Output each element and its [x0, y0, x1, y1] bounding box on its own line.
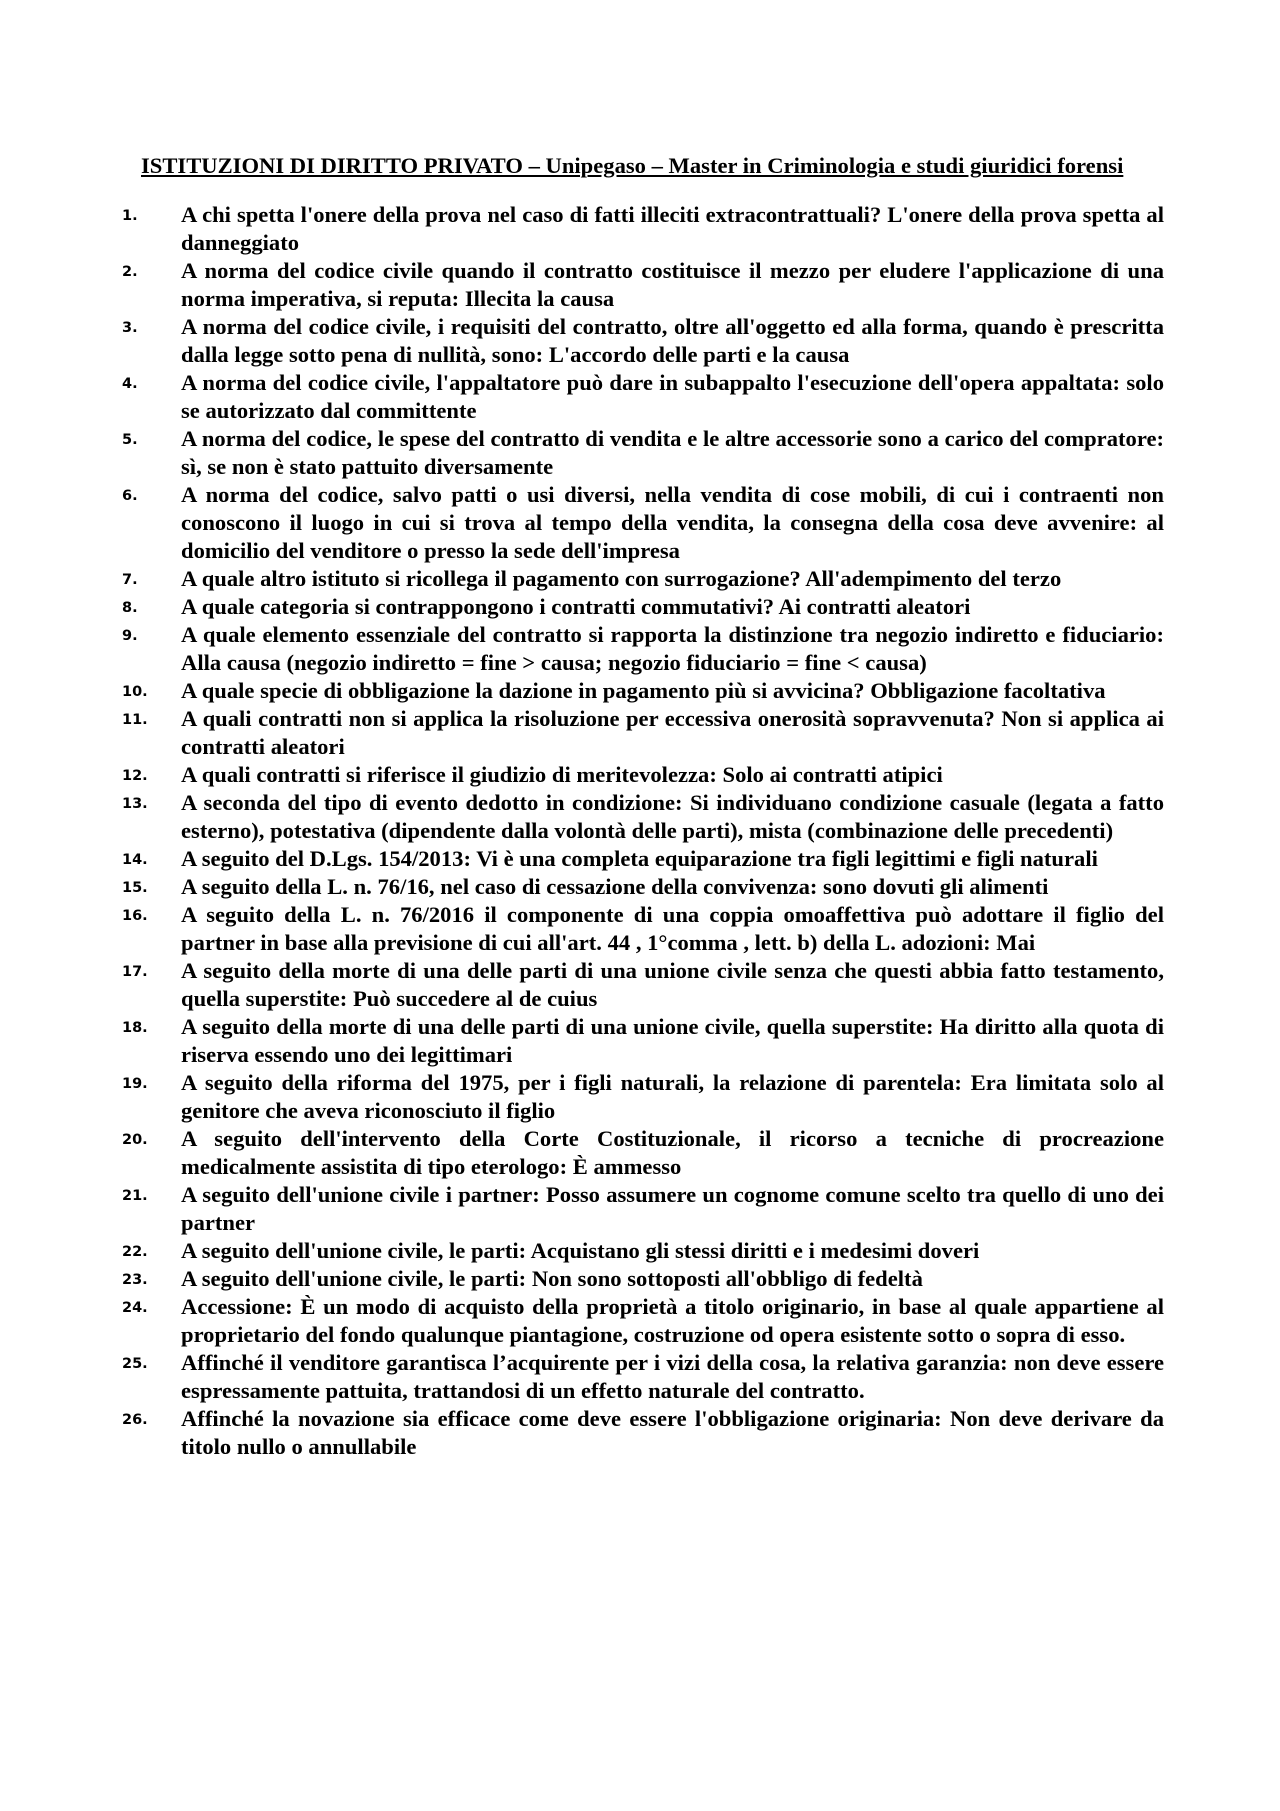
item-number: 3.	[122, 320, 138, 336]
item-number: 21.	[122, 1188, 148, 1204]
document-title: ISTITUZIONI DI DIRITTO PRIVATO – Unipegaso – Master in Criminologia e studi giuridici forensi	[141, 153, 1124, 178]
item-number: 16.	[122, 908, 148, 924]
item-number: 12.	[122, 768, 148, 784]
list-item	[122, 901, 1164, 957]
list-item	[122, 257, 1164, 313]
item-text: Affinché la novazione sia efficace come deve essere l'obbligazione originaria: Non deve derivare da titolo nullo o annullabile	[181, 1406, 1164, 1459]
item-number: 17.	[122, 964, 148, 980]
list-item	[122, 1237, 1164, 1265]
item-number: 26.	[122, 1412, 148, 1428]
item-text: A quale altro istituto si ricollega il pagamento con surrogazione? All'adempimento del terzo	[181, 566, 1062, 591]
list-item	[122, 565, 1164, 593]
item-text: Accessione: È un modo di acquisto della proprietà a titolo originario, in base al quale appartiene al proprietario del fondo qualunque piantagione, costruzione od opera esistente sotto o sopra di esso.	[181, 1294, 1164, 1347]
list-item	[122, 593, 1164, 621]
item-text: A norma del codice civile quando il contratto costituisce il mezzo per eludere l'applicazione di una norma imperativa, si reputa: Illecita la causa	[181, 258, 1164, 311]
item-text: A quale elemento essenziale del contratto si rapporta la distinzione tra negozio indiretto e fiduciario: Alla causa (negozio indiretto = fine > causa; negozio fiduciario = fine < causa)	[181, 622, 1164, 675]
item-number: 6.	[122, 488, 138, 504]
list-item	[122, 789, 1164, 845]
item-number: 8.	[122, 600, 138, 616]
item-number: 23.	[122, 1272, 148, 1288]
item-text: A quale specie di obbligazione la dazione in pagamento più si avvicina? Obbligazione facoltativa	[181, 678, 1106, 703]
item-text: A seguito della L. n. 76/2016 il componente di una coppia omoaffettiva può adottare il figlio del partner in base alla previsione di cui all'art. 44 , 1°comma , lett. b) della L. adozioni: Mai	[181, 902, 1164, 955]
item-number: 9.	[122, 628, 138, 644]
question-list	[122, 201, 1164, 1461]
item-number: 11.	[122, 712, 148, 728]
item-text: A seguito dell'unione civile, le parti: Acquistano gli stessi diritti e i medesimi doveri	[181, 1238, 980, 1263]
list-item	[122, 1349, 1164, 1405]
list-item	[122, 873, 1164, 901]
item-text: A seguito dell'unione civile, le parti: Non sono sottoposti all'obbligo di fedeltà	[181, 1266, 923, 1291]
item-text: A quali contratti si riferisce il giudizio di meritevolezza: Solo ai contratti atipici	[181, 762, 943, 787]
item-text: A quale categoria si contrappongono i contratti commutativi? Ai contratti aleatori	[181, 594, 971, 619]
list-item	[122, 705, 1164, 761]
list-item	[122, 425, 1164, 481]
list-item	[122, 1069, 1164, 1125]
list-item	[122, 1125, 1164, 1181]
item-text: A norma del codice civile, i requisiti del contratto, oltre all'oggetto ed alla forma, quando è prescritta dalla legge sotto pena di nullità, sono: L'accordo delle parti e la causa	[181, 314, 1164, 367]
list-item	[122, 201, 1164, 257]
item-number: 4.	[122, 376, 138, 392]
list-item	[122, 677, 1164, 705]
item-text: Affinché il venditore garantisca l’acquirente per i vizi della cosa, la relativa garanzia: non deve essere espressamente pattuita, trattandosi di un effetto naturale del contratto.	[181, 1350, 1164, 1403]
item-number: 13.	[122, 796, 148, 812]
item-text: A seguito della riforma del 1975, per i figli naturali, la relazione di parentela: Era limitata solo al genitore che aveva riconosciuto il figlio	[181, 1070, 1164, 1123]
item-number: 18.	[122, 1020, 148, 1036]
list-item	[122, 481, 1164, 565]
item-text: A norma del codice, le spese del contratto di vendita e le altre accessorie sono a carico del compratore: sì, se non è stato pattuito diversamente	[181, 426, 1164, 479]
item-number: 14.	[122, 852, 148, 868]
item-text: A quali contratti non si applica la risoluzione per eccessiva onerosità sopravvenuta? Non si applica ai contratti aleatori	[181, 706, 1164, 759]
item-text: A seconda del tipo di evento dedotto in condizione: Si individuano condizione casuale (legata a fatto esterno), potestativa (dipendente dalla volontà delle parti), mista (combinazione delle precedenti)	[181, 790, 1164, 843]
item-number: 19.	[122, 1076, 148, 1092]
item-text: A seguito dell'intervento della Corte Costituzionale, il ricorso a tecniche di procreazione medicalmente assistita di tipo eterologo: È ammesso	[181, 1126, 1164, 1179]
list-item	[122, 957, 1164, 1013]
item-number: 5.	[122, 432, 138, 448]
document-page	[122, 152, 1164, 1461]
list-item	[122, 1181, 1164, 1237]
list-item	[122, 621, 1164, 677]
item-number: 25.	[122, 1356, 148, 1372]
item-text: A seguito della morte di una delle parti di una unione civile, quella superstite: Ha diritto alla quota di riserva essendo uno dei legittimari	[181, 1014, 1164, 1067]
list-item	[122, 1293, 1164, 1349]
list-item	[122, 761, 1164, 789]
item-text: A seguito del D.Lgs. 154/2013: Vi è una completa equiparazione tra figli legittimi e figli naturali	[181, 846, 1098, 871]
item-text: A seguito della morte di una delle parti di una unione civile senza che questi abbia fatto testamento, quella superstite: Può succedere al de cuius	[181, 958, 1164, 1011]
item-number: 10.	[122, 684, 148, 700]
item-number: 22.	[122, 1244, 148, 1260]
item-number: 24.	[122, 1300, 148, 1316]
item-text: A seguito della L. n. 76/16, nel caso di cessazione della convivenza: sono dovuti gli alimenti	[181, 874, 1049, 899]
item-number: 20.	[122, 1132, 148, 1148]
item-text: A chi spetta l'onere della prova nel caso di fatti illeciti extracontrattuali? L'onere della prova spetta al danneggiato	[181, 202, 1164, 255]
item-number: 1.	[122, 208, 138, 224]
list-item	[122, 369, 1164, 425]
list-item	[122, 845, 1164, 873]
item-number: 7.	[122, 572, 138, 588]
list-item	[122, 1013, 1164, 1069]
item-text: A seguito dell'unione civile i partner: Posso assumere un cognome comune scelto tra quello di uno dei partner	[181, 1182, 1164, 1235]
item-number: 15.	[122, 880, 148, 896]
list-item	[122, 1265, 1164, 1293]
item-text: A norma del codice civile, l'appaltatore può dare in subappalto l'esecuzione dell'opera appaltata: solo se autorizzato dal committente	[181, 370, 1164, 423]
item-text: A norma del codice, salvo patti o usi diversi, nella vendita di cose mobili, di cui i contraenti non conoscono il luogo in cui si trova al tempo della vendita, la consegna della cosa deve avvenire: al domicilio del venditore o presso la sede dell'impresa	[181, 482, 1164, 563]
list-item	[122, 313, 1164, 369]
list-item	[122, 1405, 1164, 1461]
item-number: 2.	[122, 264, 138, 280]
